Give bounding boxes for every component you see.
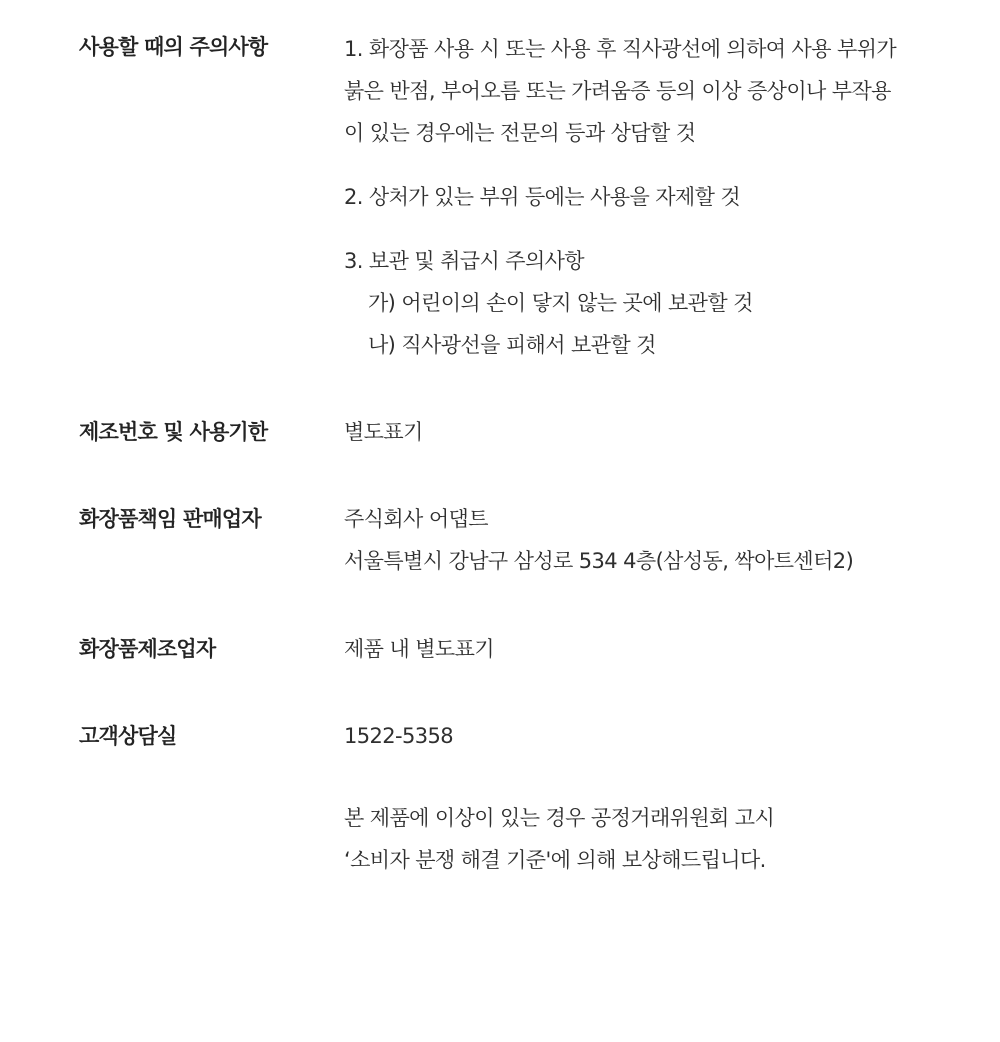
manufacturer-row: [79, 628, 959, 670]
caution-item-1-line-3: 이 있는 경우에는 전문의 등과 상담할 것: [344, 121, 696, 145]
seller-company: 주식회사 어댑트: [344, 507, 488, 531]
seller-label: 화장품책임 판매업자: [79, 507, 261, 531]
caution-item-3-sub-b: 나) 직사광선을 피해서 보관할 것: [368, 333, 656, 357]
caution-item-2: 2. 상처가 있는 부위 등에는 사용을 자제할 것: [344, 185, 741, 209]
caution-item-3-sub-a: 가) 어린이의 손이 닿지 않는 곳에 보관할 것: [368, 291, 753, 315]
manufacture-number-value: 별도표기: [344, 420, 423, 444]
caution-item-3: [344, 240, 959, 366]
notice-row: [79, 797, 959, 881]
customer-service-phone: 1522-5358: [344, 724, 454, 748]
manufacturer-value: 제품 내 별도표기: [344, 637, 494, 661]
customer-service-row: [79, 715, 959, 757]
notice-value: [344, 797, 959, 881]
notice-line-1: 본 제품에 이상이 있는 경우 공정거래위원회 고시: [344, 806, 775, 830]
notice-line-2: ‘소비자 분쟁 해결 기준'에 의해 보상해드립니다.: [344, 848, 766, 872]
manufacturer-label: 화장품제조업자: [79, 637, 216, 661]
caution-item-1-line-2: 붉은 반점, 부어오름 또는 가려움증 등의 이상 증상이나 부작용: [344, 79, 891, 103]
product-info-table: [79, 28, 959, 881]
seller-value: [344, 498, 959, 582]
caution-item-1-line-1: 1. 화장품 사용 시 또는 사용 후 직사광선에 의하여 사용 부위가: [344, 37, 897, 61]
seller-address: 서울특별시 강남구 삼성로 534 4층(삼성동, 싹아트센터2): [344, 549, 854, 573]
caution-value: [344, 28, 959, 366]
caution-item-3-title: 3. 보관 및 취급시 주의사항: [344, 249, 584, 273]
caution-row: [79, 28, 959, 366]
manufacture-number-row: [79, 411, 959, 453]
manufacture-number-label: 제조번호 및 사용기한: [79, 420, 268, 444]
caution-item-1: [344, 28, 959, 154]
caution-label: 사용할 때의 주의사항: [79, 35, 268, 59]
customer-service-label: 고객상담실: [79, 724, 177, 748]
seller-row: [79, 498, 959, 582]
